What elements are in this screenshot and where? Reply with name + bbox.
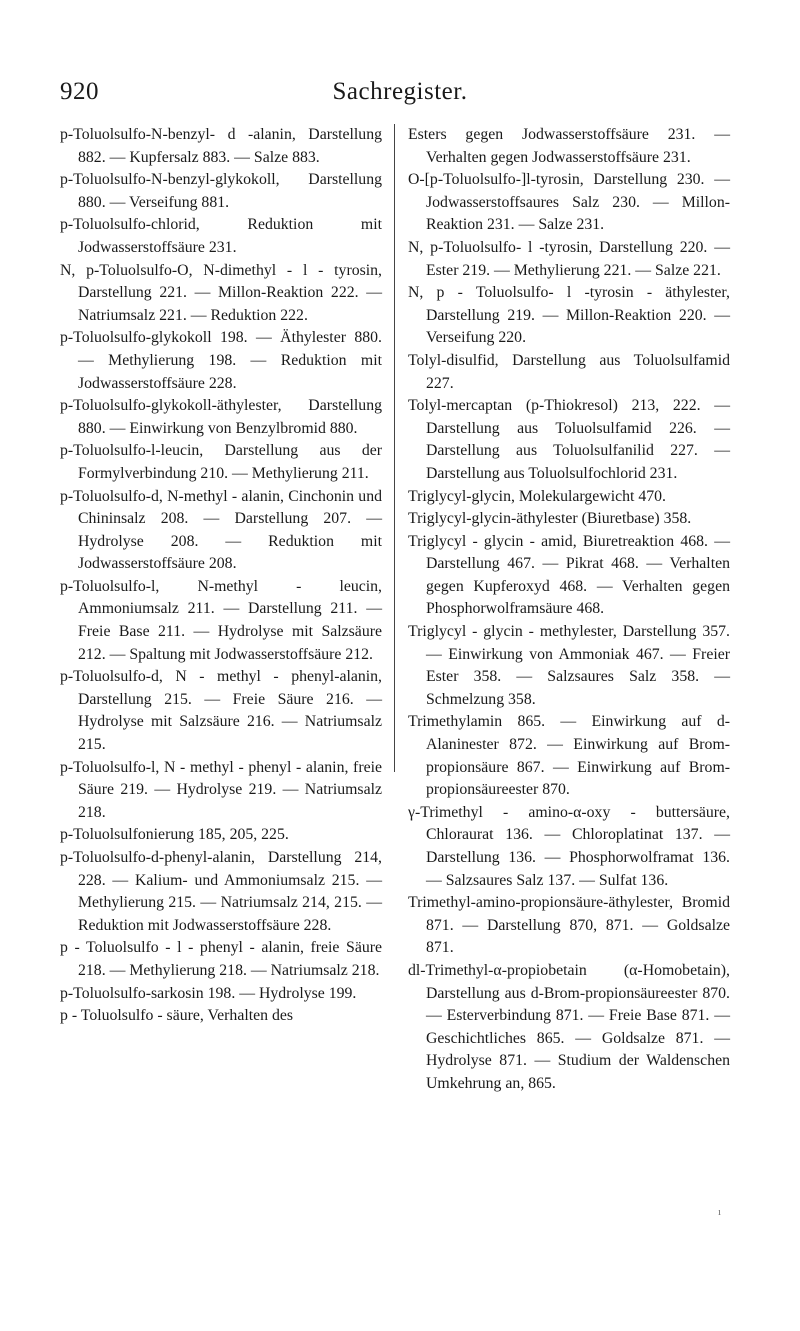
page-number: 920	[60, 78, 99, 105]
index-column-right	[408, 124, 730, 1096]
index-entry: Tolyl-mercaptan (p-Thiokresol) 213, 222. — Darstellung aus Toluolsulfamid 226. — Darstellung aus Toluolsulfanilid 227. — Darstellung aus Toluolsulfochlorid 231.	[408, 397, 730, 482]
index-column-left	[60, 124, 382, 1028]
index-entry: dl-Trimethyl-α-propiobetain (α-Homobetain), Darstellung aus d-Brom-propionsäureester 870. — Esterverbindung 871. — Freie Base 871. — Geschichtliches 865. — Goldsalze 871. — Hydrolyse 871. — Studium der Waldenschen Umkehrung an, 865.	[408, 961, 730, 1092]
index-entry: p-Toluolsulfo-l, N - methyl - phenyl - alanin, freie Säure 219. — Hydrolyse 219. — Natriumsalz 218.	[60, 758, 382, 821]
page-header	[60, 78, 740, 118]
index-entry: γ-Trimethyl - amino-α-oxy - buttersäure, Chloraurat 136. — Chloroplatinat 137. — Darstellung 136. — Phosphorwolframat 136. — Salzsaures Salz 137. — Sulfat 136.	[408, 803, 730, 889]
index-entry: Trimethylamin 865. — Einwirkung auf d-Alaninester 872. — Einwirkung auf Brom-propionsäure 867. — Einwirkung auf Brom-propionsäureester 870.	[408, 713, 730, 799]
index-entry: p-Toluolsulfo-d, N-methyl - alanin, Cinchonin und Chininsalz 208. — Darstellung 207. — Hydrolyse 208. — Reduktion mit Jodwasserstoffsäure 208.	[60, 487, 382, 573]
index-entry: p - Toluolsulfo - l - phenyl - alanin, freie Säure 218. — Methylierung 218. — Natriumsalz 218.	[60, 939, 382, 979]
stray-print-mark: ı	[718, 1206, 722, 1218]
index-entry: p-Toluolsulfo-chlorid, Reduktion mit Jodwasserstoffsäure 231.	[60, 216, 382, 256]
index-entry: p-Toluolsulfo-glykokoll-äthylester, Darstellung 880. — Einwirkung von Benzylbromid 880.	[60, 397, 382, 437]
index-entry: p - Toluolsulfo - säure, Verhalten des	[60, 1007, 294, 1025]
index-entry-continued: Esters gegen Jodwasserstoffsäure 231. — Verhalten gegen Jodwasserstoffsäure 231.	[408, 126, 730, 166]
index-entry: O-[p-Toluolsulfo-]l-tyrosin, Darstellung 230. — Jodwasserstoffsaures Salz 230. — Millon-Reaktion 231. — Salze 231.	[408, 171, 730, 234]
index-entry: p-Toluolsulfo-glykokoll 198. — Äthylester 880. — Methylierung 198. — Reduktion mit Jodwasserstoffsäure 228.	[60, 329, 382, 392]
index-entry: p-Toluolsulfo-sarkosin 198. — Hydrolyse 199.	[60, 984, 357, 1002]
index-entry: Triglycyl-glycin, Molekulargewicht 470.	[408, 487, 666, 505]
index-entry: N, p - Toluolsulfo- l -tyrosin - äthylester, Darstellung 219. — Millon-Reaktion 220. — Verseifung 220.	[408, 284, 730, 347]
index-entry: Triglycyl-glycin-äthylester (Biuretbase) 358.	[408, 510, 692, 528]
index-entry: p-Toluolsulfo-d-phenyl-alanin, Darstellung 214, 228. — Kalium- und Ammoniumsalz 215. — Methylierung 215. — Natriumsalz 214, 215. — Reduktion mit Jodwasserstoffsäure 228.	[60, 849, 382, 934]
index-entry: N, p-Toluolsulfo- l -tyrosin, Darstellung 220. — Ester 219. — Methylierung 221. — Salze 221.	[408, 238, 730, 279]
index-entry: p-Toluolsulfo-l-leucin, Darstellung aus der Formylverbindung 210. — Methylierung 211.	[60, 442, 382, 482]
index-entry: Triglycyl - glycin - amid, Biuretreaktion 468. — Darstellung 467. — Pikrat 468. — Verhalten gegen Kupferoxyd 468. — Verhalten gegen Phosphorwolframsäure 468.	[408, 532, 730, 618]
index-entry: N, p-Toluolsulfo-O, N-dimethyl - l - tyrosin, Darstellung 221. — Millon-Reaktion 222. — Natriumsalz 221. — Reduktion 222.	[60, 261, 382, 324]
index-entry: Trimethyl-amino-propionsäure-äthylester, Bromid 871. — Darstellung 870, 871. — Goldsalze 871.	[408, 894, 730, 957]
index-entry: p-Toluolsulfo-N-benzyl-glykokoll, Darstellung 880. — Verseifung 881.	[60, 171, 382, 211]
running-head-title: Sachregister.	[332, 78, 468, 105]
index-entry: p-Toluolsulfo-l, N-methyl - leucin, Ammoniumsalz 211. — Darstellung 211. — Freie Base 211. — Hydrolyse mit Salzsäure 212. — Spaltung mit Jodwasserstoffsäure 212.	[60, 577, 382, 663]
index-entry: p-Toluolsulfo-N-benzyl- d -alanin, Darstellung 882. — Kupfersalz 883. — Salze 883.	[60, 126, 382, 166]
index-entry: p-Toluolsulfo-d, N - methyl - phenyl-alanin, Darstellung 215. — Freie Säure 216. — Hydrolyse mit Salzsäure 216. — Natriumsalz 215.	[60, 668, 382, 754]
column-divider	[394, 124, 395, 772]
index-entry: Tolyl-disulfid, Darstellung aus Toluolsulfamid 227.	[408, 351, 730, 392]
index-entry: Triglycyl - glycin - methylester, Darstellung 357. — Einwirkung von Ammoniak 467. — Freier Ester 358. — Salzsaures Salz 358. — Schmelzung 358.	[408, 623, 730, 708]
index-entry: p-Toluolsulfonierung 185, 205, 225.	[60, 826, 289, 844]
